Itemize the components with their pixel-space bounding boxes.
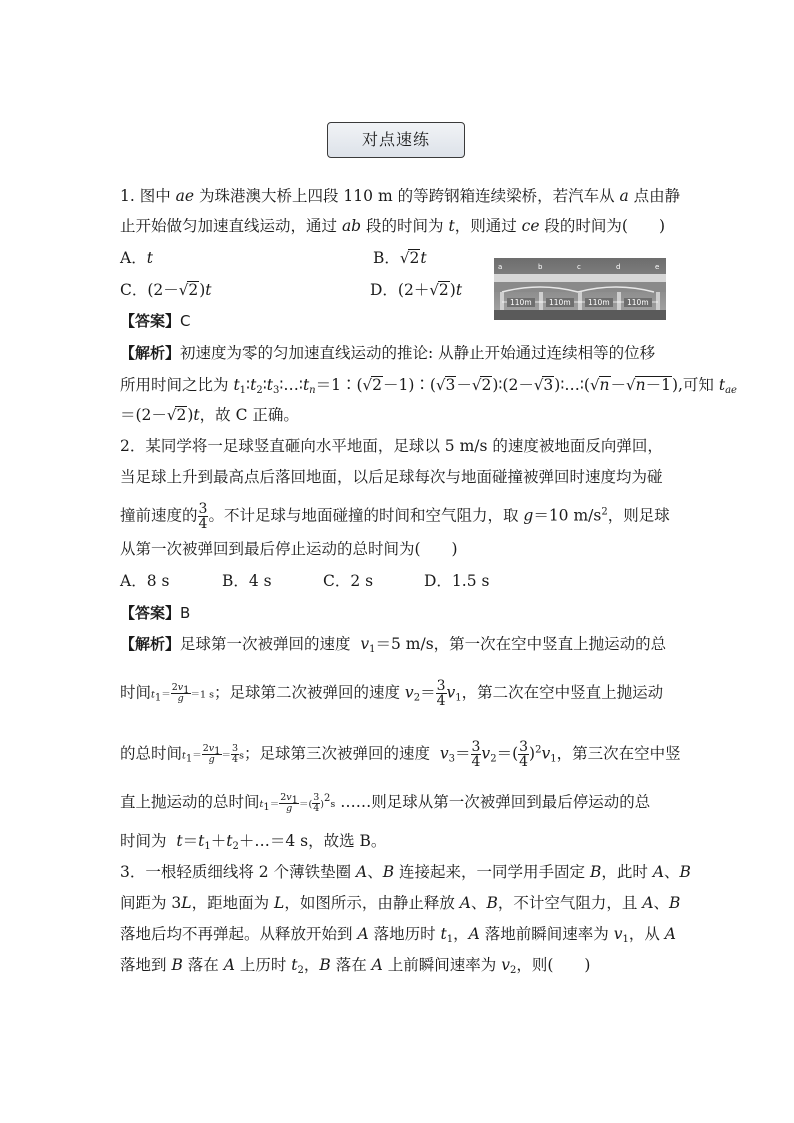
q2-option-b: B．4 s <box>222 572 272 590</box>
q2-analysis-line-2: 时间$t_1=$ $\frac{2v_1}{g}$ ＝1 s；足球第二次被弹回的速度 $v_2=$ $\frac{3}{4}$ $v_1$，第二次在空中竖直上抛运动 <box>120 678 664 709</box>
q1-line-2: 止开始做匀加速直线运动，通过 ab 段的时间为 t，则通过 ce 段的时间为( ) <box>120 217 666 235</box>
pier <box>500 292 504 310</box>
q1-answer: 【答案】C <box>120 312 191 330</box>
point-b: b <box>538 263 543 271</box>
bridge-deck <box>494 274 666 282</box>
span-label-4: 110m <box>627 298 649 307</box>
point-d: d <box>616 263 621 271</box>
q1-option-a: A．t <box>120 249 153 267</box>
q2-line-4: 从第一次被弹回到最后停止运动的总时间为( ) <box>120 540 458 558</box>
q1-option-d: D．(2＋√2)t <box>370 281 463 299</box>
bridge-figure <box>494 258 666 320</box>
q2-analysis-line-3: 的总时间$t_1=$ $\frac{2v_1}{g}$ ＝ $\frac{3}{4}$ s；足球第三次被弹回的速度 $v_3=$ $\frac{3}{4}$ $v_2=$( $\frac{3}{4}$ )$^2v_1$，第三次在空中竖 <box>120 739 681 770</box>
q1-option-c: C．(2－√2)t <box>120 281 212 299</box>
q1-analysis-line-1: 【解析】初速度为零的匀加速直线运动的推论: 从静止开始通过连续相等的位移 <box>120 344 656 362</box>
point-e: e <box>655 263 660 271</box>
q1-option-b: B．√2t <box>373 249 427 267</box>
pier <box>656 292 660 310</box>
q2-option-d: D．1.5 s <box>424 572 490 590</box>
q2-analysis-line-5: 时间为 $t=t_1+t_2+\dots=4$ s，故选 B。 <box>120 832 387 852</box>
pier <box>539 292 543 310</box>
q2-option-c: C．2 s <box>323 572 374 590</box>
span-label-2: 110m <box>549 298 571 307</box>
point-a: a <box>498 263 503 271</box>
q3-line-3: 落地后均不再弹起。从释放开始到 A 落地历时 $t_1$，A 落地前瞬间速率为 $v_1$，从 A <box>120 925 676 945</box>
q2-option-a: A．8 s <box>120 572 170 590</box>
q3-line-4: 落地到 B 落在 A 上历时 $t_2$，B 落在 A 上前瞬间速率为 $v_2$，则( ) <box>120 956 591 976</box>
span-label-1: 110m <box>510 298 532 307</box>
q3-line-2: 间距为 3L，距地面为 L，如图所示，由静止释放 A、B，不计空气阻力，且 A、B <box>120 894 681 912</box>
q2-answer: 【答案】B <box>120 604 191 622</box>
water <box>494 310 666 320</box>
q3-line-1: 3．一根轻质细线将 2 个薄铁垫圈 A、B 连接起来，一同学用手固定 B，此时 A、B <box>120 863 691 881</box>
span-label-3: 110m <box>588 298 610 307</box>
q1-line-1: 1. 图中 ae 为珠港澳大桥上四段 110 m 的等跨钢箱连续梁桥，若汽车从 a 点由静 <box>120 187 681 205</box>
pier <box>617 292 621 310</box>
q1-analysis-line-2: 所用时间之比为 $t_1∶t_2∶t_3∶\dots∶t_n=1∶(√2-1)∶(√3-√2)∶(2-√3)∶\dots∶(√n-√n-1)$,可知 $t_{ae}$ <box>120 376 737 396</box>
q1-analysis-line-3: ＝(2－√2)t，故 C 正确。 <box>120 406 299 424</box>
q2-analysis-line-4: 直上抛运动的总时间$t_1=$ $\frac{2v_1}{g}$ ＝( $\frac{3}{4}$ )$^2$s ……则足球从第一次被弹回到最后停运动的总 <box>120 791 651 814</box>
point-c: c <box>577 263 581 271</box>
q2-line-1: 2．某同学将一足球竖直砸向水平地面，足球以 5 m/s 的速度被地面反向弹回， <box>120 437 663 455</box>
pier <box>578 292 582 310</box>
q2-line-2: 当足球上升到最高点后落回地面，以后足球每次与地面碰撞被弹回时速度均为碰 <box>120 468 663 486</box>
q2-analysis-line-1: 【解析】足球第一次被弹回的速度 $v_1=5$ m/s，第一次在空中竖直上抛运动的总 <box>120 635 667 655</box>
bridge-girder <box>494 282 666 292</box>
q2-line-3: 撞前速度的 $\frac{3}{4}$ 。不计足球与地面碰撞的时间和空气阻力，取 g＝10 $m/s^2$，则足球 <box>120 501 670 532</box>
section-title: 对点速练 <box>327 122 465 158</box>
